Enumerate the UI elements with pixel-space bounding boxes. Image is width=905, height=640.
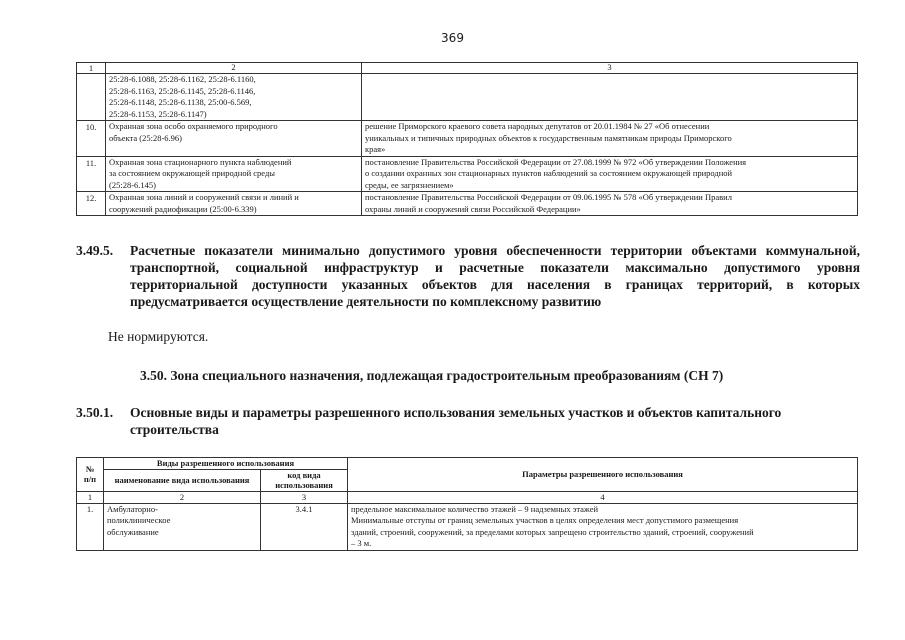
row-number: 1. <box>77 503 104 550</box>
col-number: 3 <box>261 491 348 503</box>
header-use-name: наименование вида использования <box>104 469 261 491</box>
text-line: предельное максимальное количество этажей – 9 надземных этажей <box>351 503 599 514</box>
title-line: Основные виды и параметры разрешенного использования земельных участков и объектов капитального <box>130 405 782 420</box>
section-title <box>130 404 866 438</box>
col-number: 4 <box>348 491 858 503</box>
row-number: 11. <box>77 156 106 192</box>
table-row <box>77 192 858 216</box>
text-line: Охранная зона линий и сооружений связи и линий и <box>109 192 299 202</box>
text-line: объекта (25:28-6.96) <box>109 132 182 143</box>
text-line: Минимальные отступы от границ земельных участков в целях определения мест допустимого размещения <box>351 515 739 525</box>
section-heading-3-50: 3.50. Зона специального назначения, подлежащая градостроительным преобразованиям (СН 7) <box>140 368 724 383</box>
text-line: 25:28-6.1153, 25:28-6.1147) <box>109 108 207 119</box>
row-number: 10. <box>77 121 106 157</box>
table-row <box>77 74 858 121</box>
header-params: Параметры разрешенного использования <box>348 458 858 492</box>
col-header-1: 1 <box>77 63 106 74</box>
text-line: обслуживание <box>107 526 159 537</box>
text-line: поликлиническое <box>107 515 171 525</box>
col-number: 2 <box>104 491 261 503</box>
text-line: – 3 м. <box>351 538 372 548</box>
text-line: среды, ее загрязнением» <box>365 179 454 190</box>
text-line: 25:28-6.1148, 25:28-6.1138, 25:00-6.569, <box>109 97 252 107</box>
body-paragraph: Не нормируются. <box>108 329 209 344</box>
cadastral-numbers-cell <box>106 74 362 121</box>
header-use-code: код вида использования <box>261 469 348 491</box>
zone-name-cell <box>106 121 362 157</box>
text-line: зданий, строений, сооружений, за пределами которых запрещено строительство зданий, строений, сооружений <box>351 526 754 537</box>
text-line: охраны линий и сооружений связи Российской Федерации» <box>365 203 581 214</box>
text-line: (25:28-6.145) <box>109 179 156 190</box>
use-name-cell <box>104 503 261 550</box>
col-header-3: 3 <box>362 63 858 74</box>
table-row <box>77 156 858 192</box>
header-number: № п/п <box>77 458 104 492</box>
text-line: о создании охранных зон стационарных пунктов наблюдений за состоянием окружающей природной <box>365 168 733 178</box>
col-header-2: 2 <box>106 63 362 74</box>
text-line: Охранная зона особо охраняемого природного <box>109 121 278 131</box>
text-line: 25:28-6.1163, 25:28-6.1145, 25:28-6.1146, <box>109 85 256 96</box>
params-cell <box>348 503 858 550</box>
document-cell <box>362 121 858 157</box>
text-line: сооружений радиофикации (25:00-6.339) <box>109 203 257 214</box>
text-line: постановление Правительства Российской Федерации от 27.08.1999 № 972 «Об утверждении Положения <box>365 156 747 167</box>
section-number: 3.49.5. <box>76 243 114 258</box>
use-code-cell: 3.4.1 <box>261 503 348 550</box>
text-line: уникальных и типичных природных объектов к государственным памятникам природы Приморского <box>365 132 732 143</box>
table-row <box>77 121 858 157</box>
text-line: Охранная зона стационарного пункта наблюдений <box>109 156 292 167</box>
page-number: 369 <box>441 31 464 45</box>
section-title: Расчетные показатели минимально допустимого уровня обеспеченности территории объектами коммунальной, транспортной, социальной инфраструктур и расчетные показатели максимально допустимого уровня территориальной доступности указанных объектов для населения в границах территорий, в которых предусматривается осуществление деятельности по комплексному развитию <box>130 243 860 309</box>
text-line: Амбулаторно- <box>107 503 158 514</box>
zone-name-cell <box>106 156 362 192</box>
row-number: 12. <box>77 192 106 216</box>
permitted-use-table <box>76 457 858 551</box>
row-number <box>77 74 106 121</box>
text-line: постановление Правительства Российской Федерации от 09.06.1995 № 578 «Об утверждении Правил <box>365 192 732 202</box>
table-header-row <box>77 63 858 74</box>
header-kinds: Виды разрешенного использования <box>104 458 348 470</box>
title-line: строительства <box>130 422 219 437</box>
column-numbers-row <box>77 491 858 503</box>
document-cell <box>362 192 858 216</box>
table-row <box>77 503 858 550</box>
text-line: 25:28-6.1088, 25:28-6.1162, 25:28-6.1160, <box>109 74 256 84</box>
text-line: решение Приморского краевого совета народных депутатов от 20.01.1984 № 27 «Об отнесении <box>365 121 710 131</box>
col-number: 1 <box>77 491 104 503</box>
document-cell <box>362 156 858 192</box>
table-header-row <box>77 458 858 470</box>
section-heading-3-50-1 <box>76 404 866 438</box>
text-line: за состоянием окружающей природной среды <box>109 168 275 178</box>
document-cell <box>362 74 858 121</box>
protection-zones-table <box>76 62 858 216</box>
section-number: 3.50.1. <box>76 405 114 420</box>
zone-name-cell <box>106 192 362 216</box>
section-heading-3-49-5 <box>76 242 860 310</box>
text-line: края» <box>365 144 386 154</box>
